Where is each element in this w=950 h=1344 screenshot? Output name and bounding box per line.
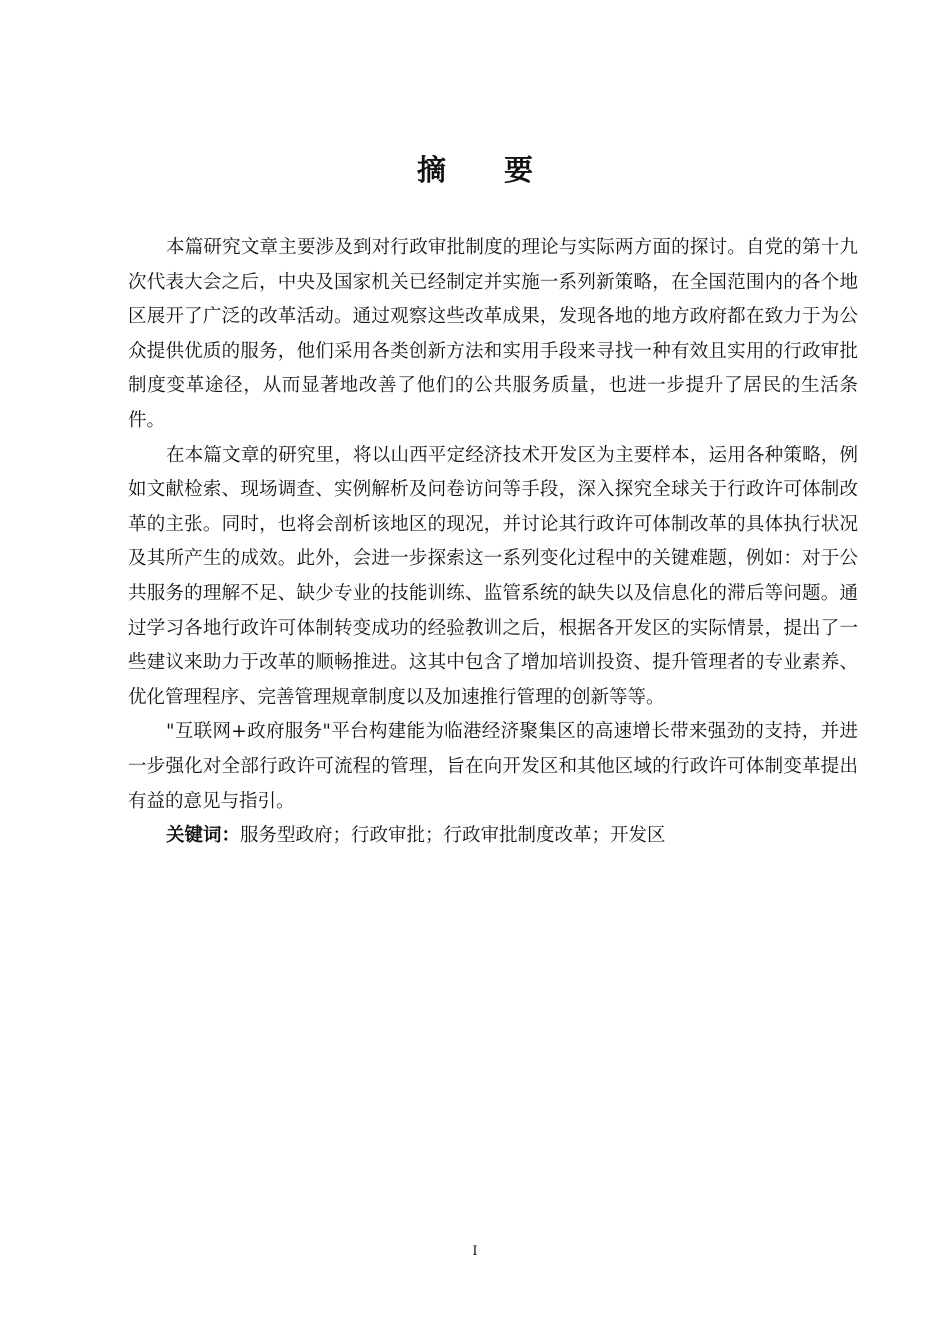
- abstract-paragraph-3: "互联网+政府服务"平台构建能为临港经济聚集区的高速增长带来强劲的支持，并进一步强化对全部行政许可流程的管理，旨在向开发区和其他区域的行政许可体制变革提出有益的意见与指引。: [128, 721, 858, 812]
- abstract-paragraph-1: 本篇研究文章主要涉及到对行政审批制度的理论与实际两方面的探讨。自党的第十九次代表大会之后，中央及国家机关已经制定并实施一系列新策略，在全国范围内的各个地区展开了广泛的改革活动。通过观察这些改革成果，发现各地的地方政府都在致力于为公众提供优质的服务，他们采用各类创新方法和实用手段来寻找一种有效且实用的行政审批制度变革途径，从而显著地改善了他们的公共服务质量，也进一步提升了居民的生活条件。: [128, 237, 858, 431]
- page-title: 摘 要: [416, 153, 558, 187]
- abstract-paragraph-2: 在本篇文章的研究里，将以山西平定经济技术开发区为主要样本，运用各种策略，例如文献检索、现场调查、实例解析及问卷访问等手段，深入探究全球关于行政许可体制改革的主张。同时，也将会剖析该地区的现况，并讨论其行政许可体制改革的具体执行状况及其所产生的成效。此外，会进一步探索这一系列变化过程中的关键难题，例如：对于公共服务的理解不足、缺少专业的技能训练、监管系统的缺失以及信息化的滞后等问题。通过学习各地行政许可体制转变成功的经验教训之后，根据各开发区的实际情景，提出了一些建议来助力于改革的顺畅推进。这其中包含了增加培训投资、提升管理者的专业素养、优化管理程序、完善管理规章制度以及加速推行管理的创新等等。: [128, 444, 858, 708]
- keywords-text: 服务型政府；行政审批；行政审批制度改革；开发区: [240, 825, 666, 847]
- keywords-line: [128, 819, 858, 854]
- page-number: I: [472, 1244, 478, 1259]
- abstract-body: [128, 231, 858, 854]
- keywords-label: 关键词：: [166, 825, 241, 847]
